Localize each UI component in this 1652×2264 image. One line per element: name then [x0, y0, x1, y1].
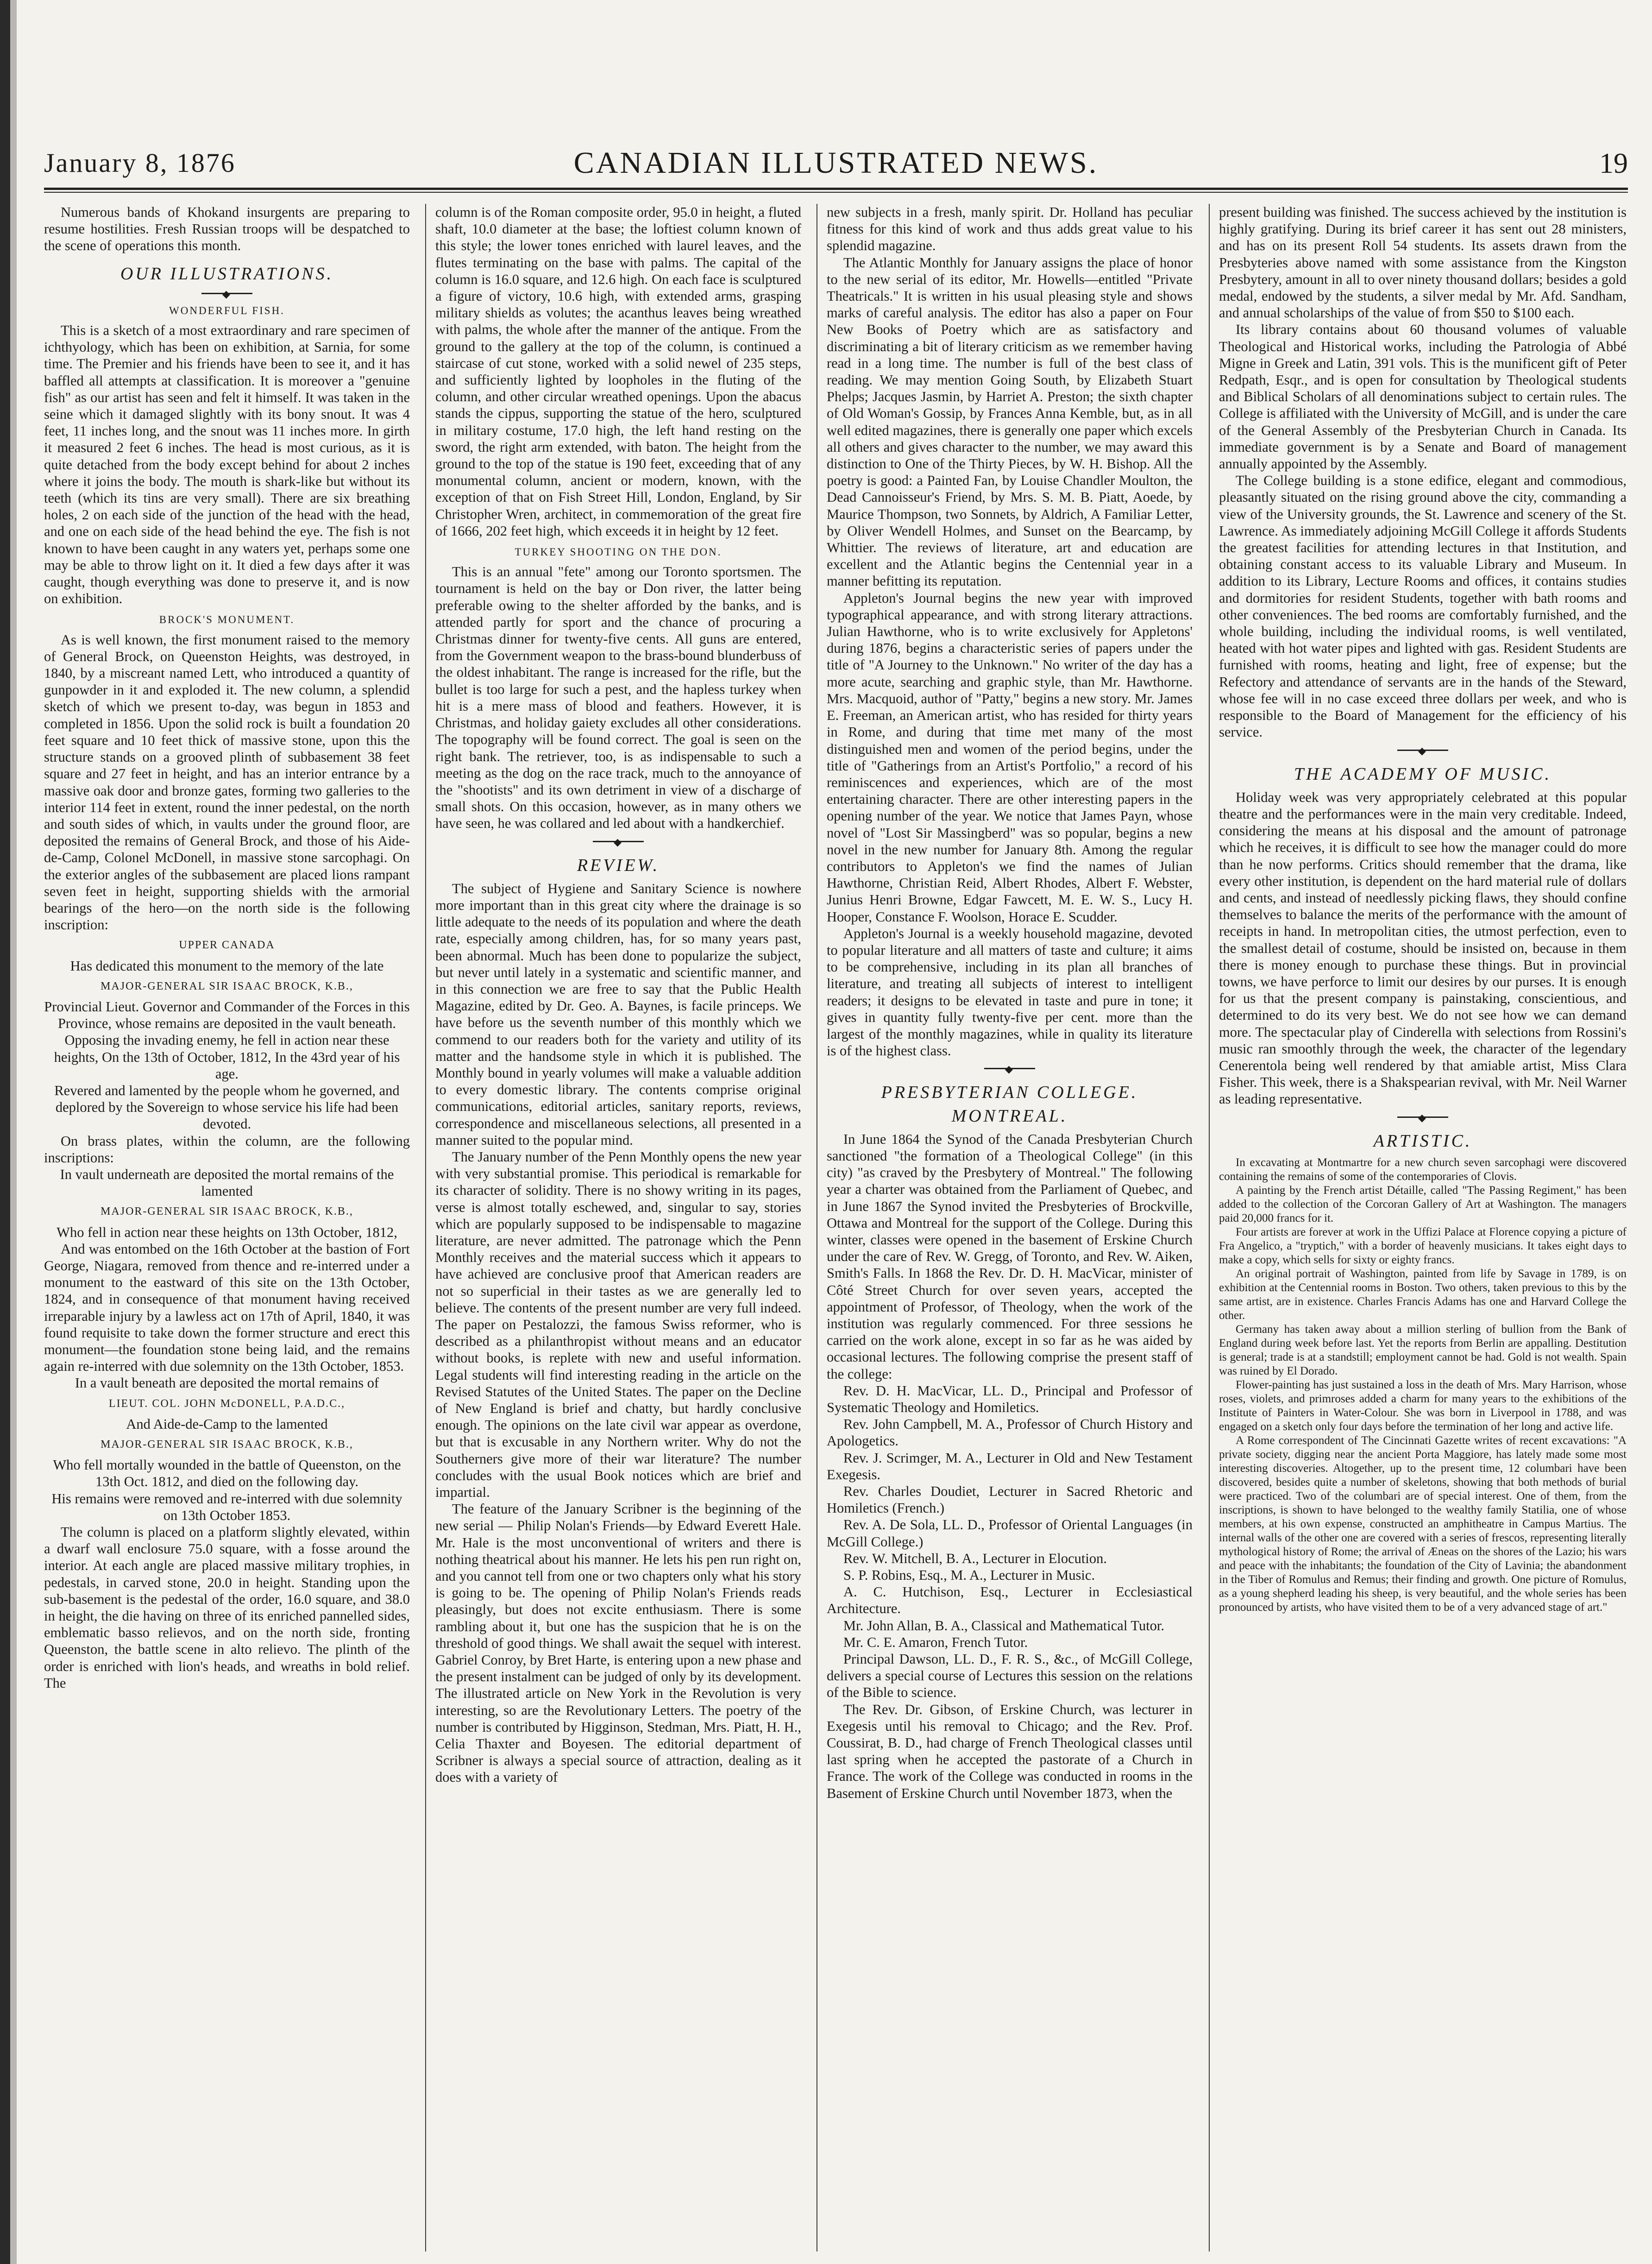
ornament-divider: [827, 1064, 1193, 1073]
subheading: TURKEY SHOOTING ON THE DON.: [515, 546, 722, 558]
subheading: WONDERFUL FISH.: [169, 304, 285, 316]
news-item: An original portrait of Washington, painted from life by Savage in 1789, is on exhibition at the Centennial rooms in Boston. Two others, taken previous to this by the same artist, are in existence. Charles Francis Adams has one and Harvard College the other.: [1219, 1267, 1627, 1322]
inscription-line: Who fell mortally wounded in the battle of Queenston, on the 13th Oct. 1812, and died on the following day.: [53, 1457, 401, 1490]
inscription-line: Opposing the invading enemy, he fell in action near these heights, On the 13th of October, 1812, In the 43rd year of his age.: [54, 1032, 400, 1082]
inscription-line: MAJOR-GENERAL SIR ISAAC BROCK, K.B.,: [101, 980, 353, 992]
staff-entry: Rev. W. Mitchell, B. A., Lecturer in Elocution.: [843, 1550, 1107, 1566]
news-item: Four artists are forever at work in the Uffizi Palace at Florence copying a picture of Fra Angelico, a "tryptich," with a border of heavenly musicians. It takes eight days to make a copy, which sells for sixty or eighty francs.: [1219, 1225, 1627, 1266]
staff-entry: Rev. A. De Sola, LL. D., Professor of Oriental Languages (in McGill College.): [827, 1517, 1193, 1550]
column-3: [827, 204, 1193, 2251]
article-paragraph: Appleton's Journal begins the new year with improved typographical appearance, and with strong literary attractions. Julian Hawthorne, who is to write exclusively for Appletons' during 1876, begins a characteristic series of papers under the title of "A Journey to the Unknown." No writer of the day has a more acute, searching and graphic style, than Mr. Hawthorne. Mrs. Macquoid, author of "Patty," begins a new story. Mr. James E. Freeman, an American artist, who has resided for thirty years in Rome, and during that time met many of the most distinguished men and women of the period begins, under the title of "Gatherings from an Artist's Portfolio," a record of his reminiscences and experiences, which are of the most entertaining character. There are other interesting papers in the opening number of the year. We notice that James Payn, whose novel of "Lost Sir Massingberd" was so popular, begins a new novel in the new number for January 8th. Among the regular contributors to Appleton's we find the names of Julian Hawthorne, Christian Reid, Albert Rhodes, Albert F. Webster, Junius Henri Browne, Edgar Fawcett, M. E. W. S., Lucy H. Hooper, Constance F. Woolson, Horace E. Scudder.: [827, 590, 1193, 925]
article-paragraph: The Atlantic Monthly for January assigns the place of honor to the new serial of its editor, Mr. Howells—entitled "Private Theatricals." It is written in his usual pleasing style and shows marks of careful analysis. The editor has also a paper on Four New Books of Poetry which are as satisfactory and discriminating a bit of literary criticism as we remember having read in a long time. The number is full of the best class of reading. We may mention Going South, by Elizabeth Stuart Phelps; Jacques Jasmin, by Harriet A. Preston; the sixth chapter of Old Woman's Gossip, by Frances Anna Kemble, but, as in all well edited magazines, there is generally one paper which excels all others and gives character to the number, we may award this distinction to One of the Thirty Pieces, by W. H. Bishop. All the poetry is good: a Painted Fan, by Louise Chandler Moulton, the Dead Cannoisseur's Friend, by Mrs. S. M. B. Piatt, Aoede, by Maurice Thompson, two Sonnets, by Aldrich, A Familiar Letter, by Oliver Wendell Holmes, and Sunset on the Bearcamp, by Whittier. The reviews of literature, art and education are excellent and the Atlantic begins the Centennial year in a manner befitting its reputation.: [827, 254, 1193, 589]
issue-date: January 8, 1876: [44, 148, 236, 178]
article-paragraph: The column is placed on a platform slightly elevated, within a dwarf wall enclosure 75.0 square, with a fosse around the interior. At each angle are placed massive military trophies, in pedestals, in carved stone, 20.0 in height. Standing upon the sub-basement is the pedestal of the order, 16.0 square, and 38.0 in height, the die having on three of its enriched pannelled sides, emblematic basso relievos, and on the north side, fronting Queenston, the battle scene in alto relievo. The plinth of the order is enriched with lion's heads, and wreaths in bold relief. The: [44, 1524, 410, 1691]
subheading: BROCK'S MONUMENT.: [159, 614, 295, 626]
staff-entry: Rev. D. H. MacVicar, LL. D., Principal and Professor of Systematic Theology and Homiletics.: [827, 1382, 1193, 1416]
staff-entry: Mr. John Allan, B. A., Classical and Mathematical Tutor.: [843, 1617, 1165, 1633]
section-heading: PRESBYTERIAN COLLEGE.: [881, 1083, 1138, 1103]
inscription-line: His remains were removed and re-interred with due solemnity on 13th October 1853.: [51, 1490, 402, 1523]
binding-edge: [0, 0, 10, 2264]
inscription-line: In a vault beneath are deposited the mortal remains of: [75, 1375, 379, 1391]
ornament-divider: [435, 837, 801, 846]
ornament-divider: [1219, 1112, 1627, 1122]
news-item: A painting by the French artist Détaille, called "The Passing Regiment," has been added to the collection of the Corcoran Gallery of Art at Washington. The managers paid 20,000 francs for it.: [1219, 1184, 1627, 1224]
inscription-line: And Aide-de-Camp to the lamented: [126, 1416, 328, 1432]
section-heading: REVIEW.: [577, 855, 660, 875]
article-paragraph: Appleton's Journal is a weekly household magazine, devoted to popular literature and all matters of taste and culture; it aims to be comprehensive, including in its plan all branches of literature, and treating all subjects of interest to intelligent readers; it designs to be elevated in taste and pure in tone; it gives in quantity fully twenty-five per cent. more than the largest of the monthly magazines, while in quality its literature is of the highest class.: [827, 925, 1193, 1059]
masthead-title: CANADIAN ILLUSTRATED NEWS.: [573, 146, 1099, 180]
article-paragraph: The Rev. Dr. Gibson, of Erskine Church, was lecturer in Exegesis until his removal to Chicago; and the Rev. Prof. Coussirat, B. D., had charge of French Theological classes until last spring when he accepted the pastorate of a Church in France. The work of the College was conducted in rooms in the Basement of Erskine Church until November 1873, when the: [827, 1701, 1193, 1801]
staff-entry: S. P. Robins, Esq., M. A., Lecturer in Music.: [843, 1567, 1095, 1583]
staff-entry: Rev. Charles Doudiet, Lecturer in Sacred Rhetoric and Homiletics (French.): [827, 1483, 1193, 1516]
column-1: [44, 204, 410, 2251]
ornament-divider: [1219, 745, 1627, 755]
inscription-line: Provincial Lieut. Governor and Commander of the Forces in this Province, whose remains are deposited in the vault beneath.: [44, 998, 410, 1032]
ornament-divider: [44, 289, 410, 298]
staff-entry: Rev. J. Scrimger, M. A., Lecturer in Old and New Testament Exegesis.: [827, 1450, 1193, 1482]
section-heading: ARTISTIC.: [1373, 1131, 1472, 1151]
header-rule-thin: [44, 192, 1628, 193]
article-paragraph: The subject of Hygiene and Sanitary Science is nowhere more important than in this great city where the drainage is so little adequate to the needs of its population and where the death rate, especially among children, has, for so many years past, been abnormal. Much has been done to popularize the subject, but never until lately in a systematic and scientific manner, and in this connection we are free to say that the Public Health Magazine, edited by Dr. Geo. A. Baynes, is facile princeps. We have before us the seventh number of this monthly which we commend to our readers both for the variety and utility of its matter and the handsome style in which it is published. The Monthly bound in yearly volumes will make a valuable addition to every domestic library. The contents comprise original communications, editorial articles, sanitary reports, reviews, correspondence and miscellaneous selections, all presented in a manner suited to the popular mind.: [435, 880, 801, 1148]
inscription-line: MAJOR-GENERAL SIR ISAAC BROCK, K.B.,: [101, 1205, 353, 1218]
column-divider: [425, 204, 426, 2251]
section-heading: THE ACADEMY OF MUSIC.: [1294, 764, 1552, 784]
inscription-line: UPPER CANADA: [179, 939, 275, 952]
column-4: [1219, 204, 1627, 2251]
header-rule: [44, 188, 1628, 190]
news-paragraph: Numerous bands of Khokand insurgents are preparing to resume hostilities. Fresh Russian troops will be despatched to the scene of operations this month.: [44, 204, 410, 254]
inscription-line: LIEUT. COL. JOHN McDONELL, P.A.D.C.,: [108, 1397, 345, 1410]
news-item: A Rome correspondent of The Cincinnati Gazette writes of recent excavations: "A private society, digging near the ancient Porta Maggiore, has lately made some most interesting discoveries. Altogether, up to the present time, 12 columbari have been discovered, besides quite a number of skeletons, showing that both methods of burial were practiced. Two of the columbari are of special interest. One of them, from the inscriptions, is shown to have belonged to the wealthy family Statilia, one of whose members, at his own expense, constructed an amphitheatre in Campus Martius. The internal walls of the other one are covered with a series of frescos, representing literally mythological history of Rome; the arrival of Æneas on the shores of the Lazio; his wars and peace with the inhabitants; the foundation of the City of Lavinia; the abandonment in the Tiber of Romulus and Remus; their finding and growth. One picture of Romulus, as a young shepherd leading his sheep, is very beautiful, and the whole series has been pronounced by artists, who have visited them to be of a very advanced stage of art.": [1219, 1434, 1627, 1614]
article-paragraph: column is of the Roman composite order, 95.0 in height, a fluted shaft, 10.0 diameter at the base; the loftiest column known of this style; the lower tones enriched with laurel leaves, and the flutes terminating on the base with palms. The capital of the column is 16.0 square, and 12.6 high. On each face is sculptured a figure of victory, 10.6 high, with extended arms, grasping military shields as volutes; the acanthus leaves being wreathed with palms, the whole after the manner of the antique. From the ground to the gallery at the top of the column, is continued a staircase of cut stone, worked with a solid newel of 235 steps, and sufficiently lighted by loopholes in the fluting of the column, and other circular wreathed openings. Upon the abacus stands the cippus, supporting the statue of the hero, sculptured in military costume, 17.0 high, the left hand resting on the sword, the right arm extended, with baton. The height from the ground to the top of the statue is 190 feet, exceeding that of any monumental column, ancient or modern, known, with the exception of that on Fish Street Hill, London, England, by Sir Christopher Wren, architect, in commemoration of the great fire of 1666, 202 feet high, which exceeds it in height by 12 feet.: [435, 204, 801, 539]
inscription-line: Has dedicated this monument to the memory of the late: [70, 958, 384, 974]
article-paragraph: In June 1864 the Synod of the Canada Presbyterian Church sanctioned "the formation of a Theological College" (in this city) "as craved by the Presbytery of Montreal." The following year a charter was obtained from the Parliament of Quebec, and in June 1867 the Synod invited the Presbyteries of Brockville, Ottawa and Montreal for the support of the College. During this winter, classes were opened in the basement of Erskine Church under the care of Rev. W. Gregg, of Toronto, and Rev. W. Aiken, Smith's Falls. In 1868 the Rev. Dr. D. H. MacVicar, minister of Côté Street Church for over seven years, accepted the appointment of Professor, of Theology, when the work of the institution was regularly commenced. For three sessions he carried on the work alone, except in so far as he was aided by occasional lectures. The following comprise the present staff of the college:: [827, 1131, 1193, 1382]
article-paragraph: The January number of the Penn Monthly opens the new year with very substantial promise. This periodical is remarkable for its character of solidity. There is no showy writing in its pages, verse is almost totally eschewed, and, singular to say, stories which are popularly supposed to be indispensable to magazine literature, are never admitted. The patronage which the Penn Monthly receives and the material success which it appears to have achieved are conclusive proof that American readers are not so superficial in their tastes as we are generally led to believe. The contents of the present number are very full indeed. The paper on Pestalozzi, the famous Swiss reformer, who is described as a philanthropist without means and an educator without books, is replete with new and useful information. Legal students will find interesting reading in the article on the Revised Statutes of the United States. The paper on the Decline of New England is brief and chatty, but hardly conclusive enough. The opinions on the late civil war appear as overdone, but that is excusable in any Northern writer. Why do not the Southerners give more of their war literature? The number concludes with the usual Book notices which are brief and impartial.: [435, 1148, 801, 1501]
binding-shadow: [10, 0, 17, 2264]
article-paragraph: The College building is a stone edifice, elegant and commodious, pleasantly situated on the rising ground above the city, commanding a view of the University grounds, the St. Lawrence and scenery of the St. Lawrence. As immediately adjoining McGill College it affords Students the greatest facilities for attending lectures in that Institution, and obtaining constant access to its valuable Library and Museum. In addition to its Library, Lecture Rooms and offices, it contains studies and dormitories for resident Students, together with bath rooms and other conveniences. The bed rooms are comfortably furnished, and the whole building, including the individual rooms, is well ventilated, heated with hot water pipes and lighted with gas. Resident Students are furnished with rooms, heating and light, free of expense; but the Refectory and attendance of servants are in the hands of the Steward, whose fee will in no case exceed three dollars per week, and who is responsible to the Board of Management for the efficiency of his service.: [1219, 473, 1627, 740]
article-paragraph: And was entombed on the 16th October at the bastion of Fort George, Niagara, removed from thence and re-interred under a monument to the eastward of this site on the 13th October, 1824, and in consequence of that monument having received irreparable injury by a lawless act on 17th of April, 1840, it was found requisite to take down the former structure and erect this monument—the foundation stone being laid, and the remains again re-interred with due solemnity on the 13th October, 1853.: [44, 1241, 410, 1375]
article-paragraph: This is an annual "fete" among our Toronto sportsmen. The tournament is held on the bay or Don river, the latter being preferable owing to the shelter afforded by the banks, and is attended partly for sport and the chance of procuring a Christmas dinner for twenty-five cents. All guns are entered, from the Government weapon to the brass-bound blunderbuss of the oldest inhabitant. The range is increased for the rifle, but the bullet is too large for such a pest, and the hapless turkey when hit is a mere mass of blood and feathers. However, it is Christmas, and holiday gaiety excludes all other considerations. The topography will be found correct. The goal is seen on the right bank. The retriever, too, is as indispensable to such a meeting as the dog on the race track, much to the annoyance of the "shootists" and its own detriment in view of a discharge of small shots. On this occasion, however, as in many others we have seen, he was collared and led about with a handkerchief.: [435, 564, 801, 832]
article-paragraph: new subjects in a fresh, manly spirit. Dr. Holland has peculiar fitness for this kind of work and thus adds great value to his splendid magazine.: [827, 204, 1193, 254]
article-paragraph: Holiday week was very appropriately celebrated at this popular theatre and the performances were in the main very creditable. Indeed, considering the means at his disposal and the amount of patronage which he receives, it is difficult to see how the manager could do more than he now performs. Critics should remember that the drama, like every other institution, is dependent on the hard material rule of dollars and cents, and instead of needlessly picking flaws, they should confine themselves to balance the merits of the performance with the amount of receipts in hand. In metropolitan cities, the utmost perfection, even to the smallest detail of costume, should be insisted on, because in them there is money enough to purchase these things. But in provincial towns, we have perforce to limit our desires by our purses. It is enough for us that the present company is painstaking, conscientious, and determined to do its very best. We do not see how we can demand more. The spectacular play of Cinderella with selections from Rossini's music ran smoothly through the week, the character of the legendary Cenerentola being well rendered by that amiable artist, Miss Clara Fisher. This week, there is a Shakspearian revival, with Mr. Neil Warner as leading representative.: [1219, 789, 1627, 1107]
news-item: Flower-painting has just sustained a loss in the death of Mrs. Mary Harrison, whose roses, violets, and primroses added a charm for many years to the exhibitions of the Institute of Painters in Water-Colour. She was born in Liverpool in 1788, and was engaged on a sketch only four days before the termination of her long and active life.: [1219, 1378, 1627, 1433]
column-2: [435, 204, 801, 2251]
staff-entry: A. C. Hutchison, Esq., Lecturer in Ecclesiastical Architecture.: [827, 1584, 1193, 1617]
article-paragraph: present building was finished. The success achieved by the institution is highly gratifying. During its brief career it has sent out 28 ministers, and has on its present Roll 54 students. Its assets drawn from the Presbyteries above named with some assistance from the Kingston Presbytery, amount in all to over ninety thousand dollars; besides a gold medal, endowed by the students, a silver medal by Mr. Afd. Sandham, and annual scholarships of the value of from $50 to $100 each.: [1219, 204, 1627, 321]
section-subheading: MONTREAL.: [951, 1106, 1068, 1126]
article-paragraph: Its library contains about 60 thousand volumes of valuable Theological and Historical works, including the Patrologia of Abbé Migne in Greek and Latin, 391 vols. This is the munificent gift of Peter Redpath, Esqr., and is open for consultation by Theological students and Biblical Scholars of all denominations subject to certain rules. The College is affiliated with the University of McGill, and is under the care of the General Assembly of the Presbyterian Church in Canada. Its immediate government is by a Senate and Board of management annually appointed by the Assembly.: [1219, 322, 1627, 472]
article-paragraph: On brass plates, within the column, are the following inscriptions:: [44, 1133, 410, 1166]
news-item: Germany has taken away about a million sterling of bullion from the Bank of England during week before last. Yet the reports from Berlin are appalling. Destitution is general; trade is at a standstill; employment cannot be had. Gold is not wealth. Spain was ruined by El Dorado.: [1219, 1323, 1627, 1377]
staff-entry: Rev. John Campbell, M. A., Professor of Church History and Apologetics.: [827, 1416, 1193, 1449]
page-header: [44, 147, 1628, 184]
inscription-line: MAJOR-GENERAL SIR ISAAC BROCK, K.B.,: [101, 1438, 353, 1451]
inscription-line: Who fell in action near these heights on 13th October, 1812,: [57, 1224, 397, 1240]
article-paragraph: As is well known, the first monument raised to the memory of General Brock, on Queenston Heights, was destroyed, in 1840, by a miscreant named Lett, who introduced a quantity of gunpowder in it and exploded it. The new column, a splendid sketch of which we present to-day, was begun in 1853 and completed in 1856. Upon the solid rock is built a foundation 20 feet square and 10 feet thick of massive stone, upon this the structure stands on a grooved plinth of subbasement 38 feet square and 27 feet in height, and has an interior entrance by a massive oak door and bronze gates, forming two galleries to the interior 114 feet in extent, round the inner pedestal, on the north and south sides of which, in vaults under the ground floor, are deposited the remains of General Brock, and those of his Aide-de-Camp, Colonel McDonell, in massive stone sarcophagi. On the exterior angles of the subbasement are placed lions rampant seven feet in height, supporting shields with the armorial bearings of the hero—on the north side is the following inscription:: [44, 631, 410, 933]
staff-entry: Mr. C. E. Amaron, French Tutor.: [843, 1634, 1028, 1650]
page-number: 19: [1599, 148, 1628, 179]
news-item: In excavating at Montmartre for a new church seven sarcophagi were discovered containing the remains of some of the contemporaries of Clovis.: [1219, 1156, 1627, 1183]
inscription-line: Revered and lamented by the people whom he governed, and deplored by the Sovereign to whose service his life had been devoted.: [54, 1082, 400, 1132]
article-paragraph: This is a sketch of a most extraordinary and rare specimen of ichthyology, which has been on exhibition, at Sarnia, for some time. The Premier and his friends have been to see it, and it has baffled all attempts at classification. It is moreover a "genuine fish" as our artist has seen and felt it himself. It was taken in the seine which it damaged slightly with its bony snout. It was 4 feet, 11 inches long, and the snout was 11 inches more. In girth it measured 2 feet 6 inches. The head is most curious, as it is quite detached from the body except behind for about 2 inches where it joins the body. The mouth is shark-like but without its teeth (which its tins are very small). There are six breathing holes, 2 on each side of the junction of the head with the head, and one on each side of the head behind the eye. The fish is not known to have been caught in any waters yet, perhaps some one may be able to throw light on it. It died a few days after it was caught, though everything was done to preserve it, and is now on exhibition.: [44, 322, 410, 607]
article-paragraph: Principal Dawson, LL. D., F. R. S., &c., of McGill College, delivers a special course of Lectures this session on the relations of the Bible to science.: [827, 1651, 1193, 1701]
section-heading: OUR ILLUSTRATIONS.: [120, 264, 334, 284]
inscription-line: In vault underneath are deposited the mortal remains of the lamented: [60, 1166, 394, 1199]
column-divider: [1209, 204, 1210, 2251]
article-paragraph: The feature of the January Scribner is the beginning of the new serial — Philip Nolan's Friends—by Edward Everett Hale. Mr. Hale is the most unconventional of writers and there is nothing theatrical about his manner. He lets his pen run right on, and you cannot tell from one or two chapters only what his story is going to be. The opening of Philip Nolan's Friends reads pleasingly, but does not excite enthusiasm. There is some rambling about it, but one has the suspicion that he is on the threshold of good things. We shall await the sequel with interest. Gabriel Conroy, by Bret Harte, is entering upon a new phase and the present instalment can be judged of only by its development. The illustrated article on New York in the Revolution is very interesting, so are the Revolutionary Letters. The poetry of the number is contributed by Higginson, Stedman, Mrs. Piatt, H. H., Celia Thaxter and Boyesen. The editorial department of Scribner is always a special source of attraction, dealing as it does with a variety of: [435, 1501, 801, 1785]
